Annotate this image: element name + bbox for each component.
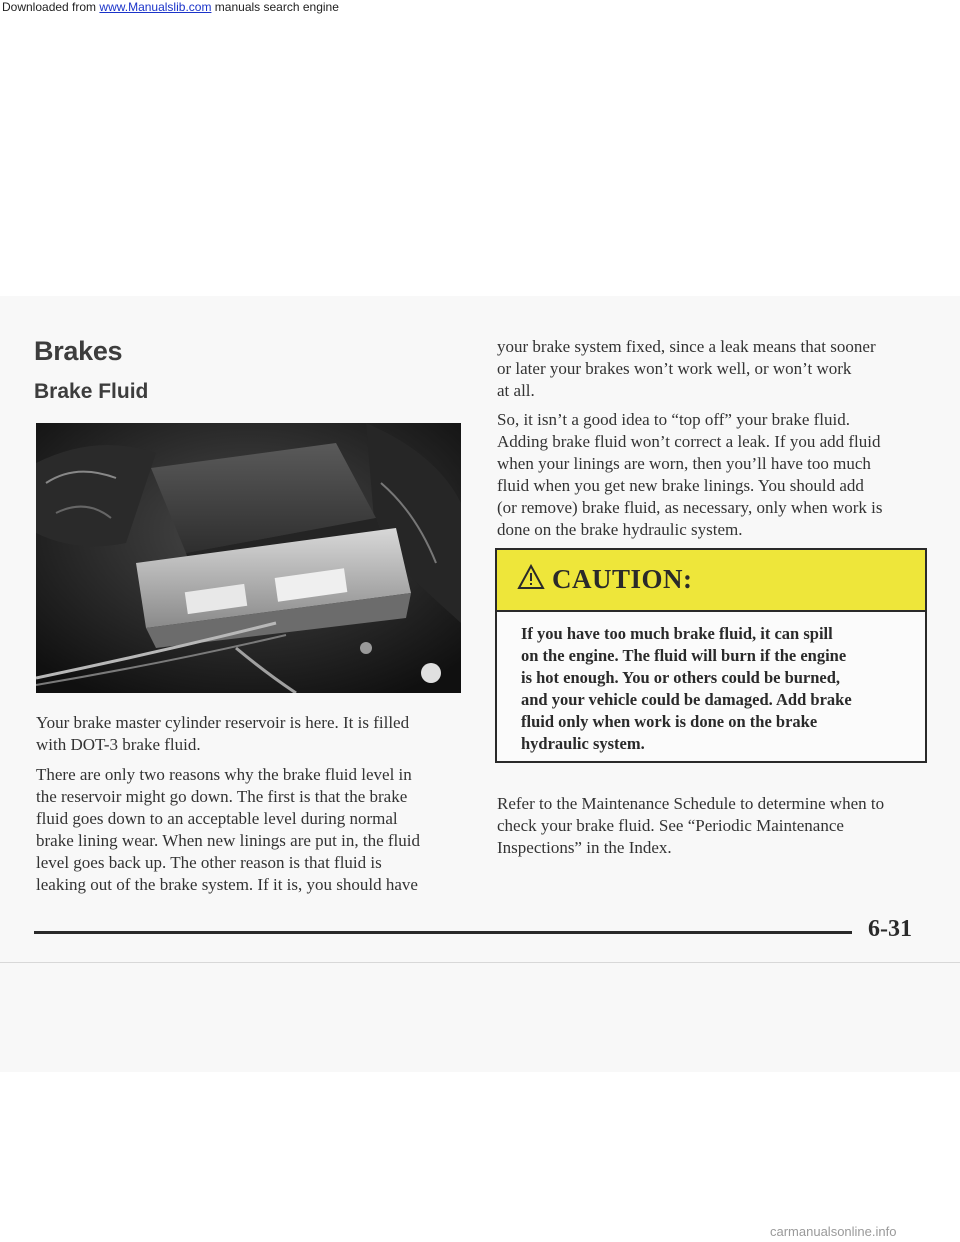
warning-triangle-icon [517,564,545,590]
banner-prefix: Downloaded from [2,0,97,14]
subsection-heading: Brake Fluid [34,380,149,403]
text-line: Inspections” in the Index. [497,838,672,857]
text-line: done on the brake hydraulic system. [497,520,743,539]
text-line: your brake system fixed, since a leak means that sooner [497,337,876,356]
text-line: fluid goes down to an acceptable level during normal [36,809,398,828]
paragraph-top-off [497,409,883,541]
text-line: If you have too much brake fluid, it can spill [521,624,833,643]
text-line: hydraulic system. [521,734,645,753]
text-line: or later your brakes won’t work well, or won’t work [497,359,852,378]
page-number: 6-31 [868,916,912,942]
caution-title: CAUTION: [552,564,693,594]
text-line: and your vehicle could be damaged. Add brake [521,690,852,709]
caution-text [521,623,911,755]
text-line: There are only two reasons why the brake fluid level in [36,765,412,784]
text-line: brake lining wear. When new linings are put in, the fluid [36,831,420,850]
text-line: So, it isn’t a good idea to “top off” your brake fluid. [497,410,850,429]
manualslib-link[interactable]: www.Manualslib.com [99,0,212,14]
watermark: carmanualsonline.info [770,1224,897,1239]
text-line: Adding brake fluid won’t correct a leak. If you add fluid [497,432,881,451]
banner-suffix: manuals search engine [214,0,339,14]
text-line: leaking out of the brake system. If it is, you should have [36,875,418,894]
text-line: Refer to the Maintenance Schedule to determine when to [497,794,885,813]
brake-reservoir-photo [36,423,461,693]
text-line: at all. [497,381,535,400]
text-line: (or remove) brake fluid, as necessary, only when work is [497,498,883,517]
text-line: with DOT-3 brake fluid. [36,735,201,754]
paragraph-reasons [36,764,420,896]
download-banner [0,0,960,20]
text-line: fluid only when work is done on the brake [521,712,818,731]
caution-box [495,548,927,763]
text-line: level goes back up. The other reason is that fluid is [36,853,382,872]
paragraph-location [36,712,409,756]
footer-rule [34,931,852,934]
paragraph-leak [497,336,876,402]
text-line: on the engine. The fluid will burn if the engine [521,646,847,665]
text-line: check your brake fluid. See “Periodic Maintenance [497,816,844,835]
text-line: Your brake master cylinder reservoir is here. It is filled [36,713,410,732]
scan-artifact-line [0,962,960,963]
text-line: when your linings are worn, then you’ll have too much [497,454,871,473]
section-heading: Brakes [34,336,123,366]
caution-header [497,550,925,612]
paragraph-schedule [497,793,884,859]
text-line: fluid when you get new brake linings. You should add [497,476,864,495]
text-line: is hot enough. You or others could be burned, [521,668,841,687]
text-line: the reservoir might go down. The first is that the brake [36,787,408,806]
